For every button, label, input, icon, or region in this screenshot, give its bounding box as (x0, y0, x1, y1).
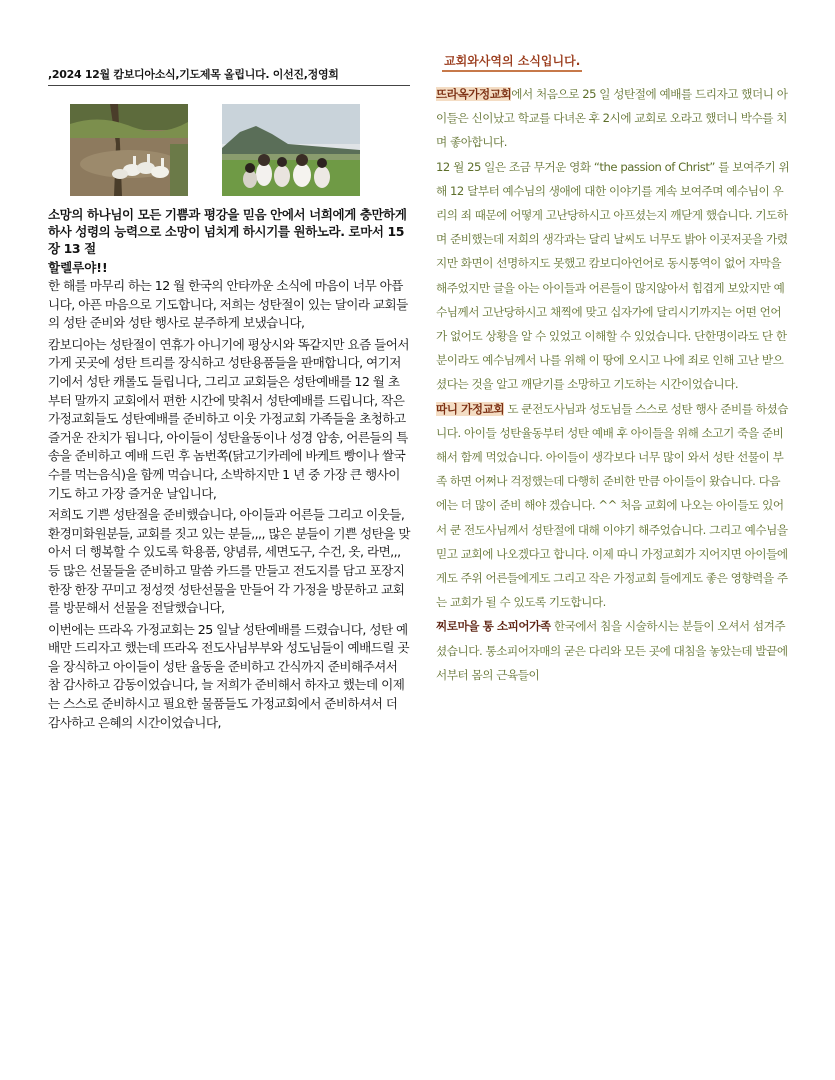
right-paragraph-1 (436, 82, 790, 155)
church-name-tani: 따니 가정교회 (436, 401, 505, 416)
family-name: 찌로마을 통 소피어가족 (436, 619, 551, 634)
right-paragraph-4 (436, 614, 790, 687)
church-name-tralok: 뜨라옥가정교회 (436, 87, 512, 101)
right-paragraph-3 (436, 397, 790, 615)
right-paragraph-1-text: 에서 처음으로 25 일 성탄절에 예배를 드리자고 했더니 아이들은 신이났고 학교를 다녀온 후 2시에 교회로 오라고 했더니 박수를 치며 좋아합니다. (436, 87, 788, 150)
left-paragraph-1: 한 해를 마무리 하는 12 월 한국의 안타까운 소식에 마음이 너무 아픕니다, 아픈 마음으로 기도합니다, 저희는 성탄절이 있는 달이라 교회들의 성탄 준비와 성탄 행사로 분주하게 보냈습니다, (48, 278, 408, 331)
bible-verse: 소망의 하나님이 모든 기쁨과 평강을 믿음 안에서 너희에게 충만하게하사 성령의 능력으로 소망이 넘치게 하시기를 원하노라. 로마서 15 장 13 절 (48, 207, 407, 256)
news-title: 교회와사역의 소식입니다. (442, 52, 582, 72)
right-paragraph-4-text: 한국에서 침을 시술하시는 분들이 오셔서 섬겨주셨습니다. 통소피어자매의 굳은 다리와 모든 곳에 대침을 놓았는데 발끝에서부터 몸의 근육들이 (436, 619, 788, 682)
right-paragraph-2: 12 월 25 일은 조금 무거운 영화 “the passion of Christ” 를 보여주기 위해 12 달부터 예수님의 생애에 대한 이야기를 계속 보여주며 예수님이 우리의 죄 때문에 어떻게 고난당하시고 아프셨는지 깨닫게 했습니다. 기도하며 준비했는데 저희의 생각과는 달리 날씨도 너무도 밝아 이곳저곳을 가렸지만 화면이 선명하지도 못했고 캄보디아언어로 동시통역이 없어 자막을 해주었지만 글을 아는 아이들과 어른들이 많지않아서 힘겹게 보았지만 예수님께서 고난당하시고 채찍에 맞고 십자가에 달리시기까지는 어떤 언어가 없어도 상황을 알 수 있었고 이해할 수 있었습니다. 단한명이라도 단 한 분이라도 예수님께서 나를 위해 이 땅에 오시고 나에 죄로 인해 고난 받으셨다는 것을 알고 깨닫기를 소망하고 기도하는 시간이었습니다. (436, 159, 790, 392)
left-paragraph-2: 캄보디아는 성탄절이 연휴가 아니기에 평상시와 똑같지만 요즘 들어서 가게 곳곳에 성탄 트리를 장식하고 성탄용품들을 판매합니다, 여기저기에서 성탄 캐롤도 들립니다, 그리고 교회들은 성탄예배를 12 월 초부터 말까지 교회에서 편한 시간에 맞춰서 성탄예배를 드립니다, 작은가정교회들도 성탄예배를 준비하고 이웃 가정교회 가족들을 초청하고 즐거운 잔치가 됩니다, 아이들이 성탄율동이나 성경 암송, 어른들의 특송을 준비하고 예배 드린 후 놈번쪽(닭고기카레에 바케트 빵이나 쌀국수를 먹는음식)을 함께 먹습니다, 소박하지만 1 년 중 가장 큰 행사이기도 하고 가장 즐거운 날입니다, (48, 336, 410, 501)
right-paragraph-3-text: 도 쿤전도사님과 성도님들 스스로 성탄 행사 준비를 하셨습니다. 아이들 성탄율동부터 성탄 예배 후 아이들을 위해 소고기 죽을 준비해서 함께 먹었습니다. 아이들이 생각보다 너무 많이 와서 성탄 선물이 부족 하면 어쩌나 걱정했는데 다행히 준비한 만큼 아이들이 왔습니다. 다음에는 더 많이 준비 해야 겠습니다. ^^ 처음 교회에 나오는 아이들도 있어서 쿤 전도사님께서 성탄절에 대해 이야기 해주었습니다. 그리고 예수님을 믿고 교회에 나오겠다고 합니다. 이제 따니 가정교회가 지어지면 아이들에게도 주위 어른들에게도 그리고 작은 가정교회 들에게도 좋은 영향력을 주는 교회가 될 수 있도록 기도합니다. (436, 401, 788, 610)
geese-photo (70, 104, 188, 196)
letter-header: ,2024 12월 캄보디아소식,기도제목 올립니다. 이선진,정영희 (48, 66, 410, 86)
photo-row (48, 104, 410, 196)
left-paragraph-4: 이번에는 뜨라옥 가정교회는 25 일날 성탄예배를 드렸습니다, 성탄 예배만 드리자고 했는데 뜨라옥 전도사님부부와 성도님들이 예배드릴 곳을 장식하고 아이들이 성탄 율동을 준비하고 간식까지 준비해주셔서 참 감사하고 감동이었습니다, 늘 저희가 준비해서 하자고 했는데 이제는 스스로 준비하시고 필요한 물품들도 가정교회에서 준비하셔서 더 감사하고 은혜의 시간이었습니다, (48, 621, 410, 730)
right-column (436, 50, 790, 687)
hallelujah-text: 할렐루야!! (48, 260, 108, 275)
left-paragraph-3: 저희도 기쁜 성탄절을 준비했습니다, 아이들과 어른들 그리고 이웃들, 환경미화원분들, 교회를 짓고 있는 분들,,,, 많은 분들이 기쁜 성탄을 맞아서 더 행복할 수 있도록 학용품, 양념류, 세면도구, 수건, 옷, 라면,,,등 많은 선물들을 준비하고 말씀 카드를 만들고 전도지를 담고 포장지 한장 한장 꾸미고 정성껏 성탄선물을 만들어 각 가정을 방문하고 교회를 방문해서 선물을 전달했습니다, (48, 507, 410, 616)
group-photo (222, 104, 360, 196)
left-column (48, 66, 410, 732)
